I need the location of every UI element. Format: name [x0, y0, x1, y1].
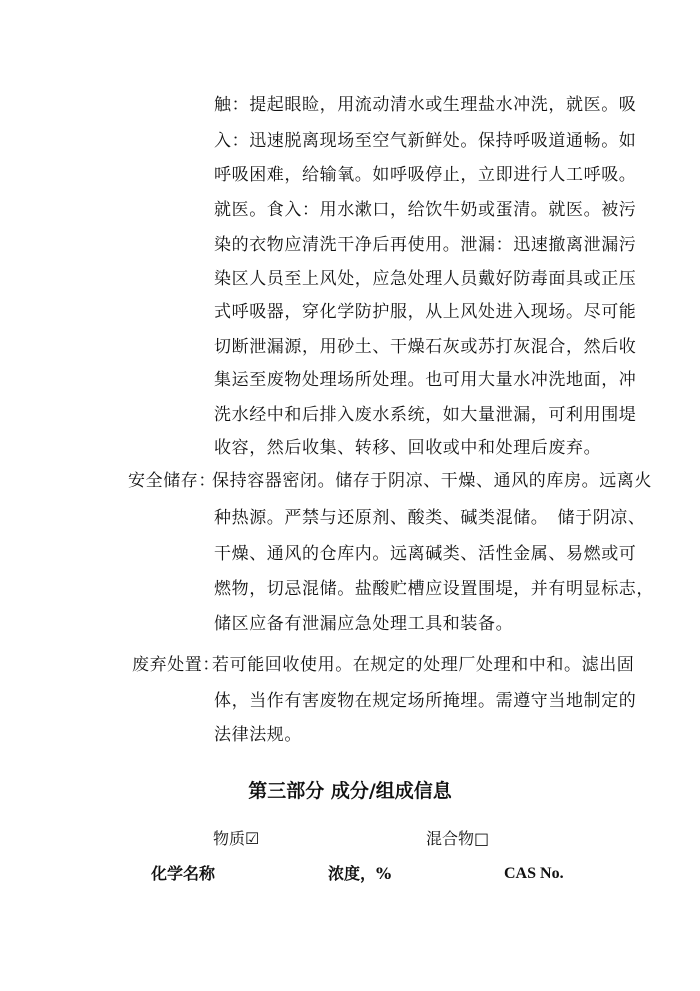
paragraph-line: 呼吸困难，给输氧。如呼吸停止，立即进行人工呼吸。: [214, 165, 637, 185]
paragraph-line: 集运至废物处理场所处理。也可用大量水冲洗地面，冲: [214, 370, 637, 390]
disposal-line: 法律法规。: [214, 725, 302, 745]
paragraph-line: 入：迅速脱离现场至空气新鲜处。保持呼吸道通畅。如: [214, 131, 637, 151]
storage-line: 干燥、通风的仓库内。远离碱类、活性金属、易燃或可: [214, 544, 637, 564]
storage-line: 燃物，切忌混储。盐酸贮槽应设置围堤，并有明显标志，: [214, 579, 654, 599]
paragraph-line: 洗水经中和后排入废水系统，如大量泄漏，可利用围堤: [214, 405, 637, 425]
storage-line: 保持容器密闭。储存于阴凉、干燥、通风的库房。远离火: [212, 471, 652, 491]
paragraph-line: 染的衣物应清洗干净后再使用。泄漏：迅速撤离泄漏污: [214, 235, 637, 255]
paragraph-line: 就医。食入：用水漱口，给饮牛奶或蛋清。就医。被污: [214, 200, 637, 220]
mixture-checkbox-label: 混合物□: [426, 829, 490, 848]
storage-line: 储区应备有泄漏应急处理工具和装备。: [214, 614, 514, 634]
disposal-label: 废弃处置：: [132, 655, 220, 675]
paragraph-line: 触：提起眼睑，用流动清水或生理盐水冲洗，就医。吸: [214, 95, 637, 115]
column-header-chemical-name: 化学名称: [151, 864, 216, 883]
paragraph-line: 染区人员至上风处，应急处理人员戴好防毒面具或正压: [214, 269, 637, 289]
column-header-concentration: 浓度，%: [328, 864, 392, 883]
disposal-line: 若可能回收使用。在规定的处理厂处理和中和。滤出固: [212, 655, 635, 675]
disposal-line: 体，当作有害废物在规定场所掩埋。需遵守当地制定的: [214, 691, 637, 711]
paragraph-line: 收容，然后收集、转移、回收或中和处理后废弃。: [214, 438, 602, 458]
column-header-cas-number: CAS No.: [504, 865, 564, 882]
section-title: 第三部分 成分/组成信息: [248, 780, 452, 802]
storage-label: 安全储存：: [128, 471, 216, 491]
substance-checkbox-label: 物质☑: [213, 829, 260, 848]
paragraph-line: 式呼吸器，穿化学防护服，从上风处进入现场。尽可能: [214, 302, 637, 322]
paragraph-line: 切断泄漏源，用砂土、干燥石灰或苏打灰混合，然后收: [214, 337, 637, 357]
storage-line: 种热源。严禁与还原剂、酸类、碱类混储。 储于阴凉、: [214, 508, 646, 528]
